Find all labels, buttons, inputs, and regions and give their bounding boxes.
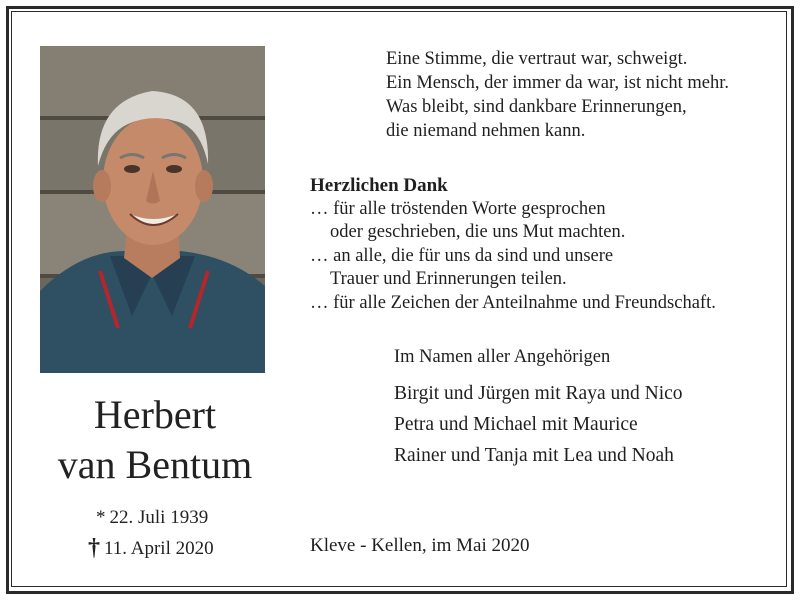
deceased-last-name: van Bentum	[57, 442, 253, 487]
thanks-heading: Herzlichen Dank	[310, 175, 448, 196]
birth-date	[96, 507, 208, 529]
thanks-line: oder geschrieben, die uns Mut machten.	[330, 222, 626, 242]
birth-star-icon: *	[96, 507, 106, 528]
poem-line: Ein Mensch, der immer da war, ist nicht mehr.	[386, 73, 729, 93]
place-date: Kleve - Kellen, im Mai 2020	[310, 535, 530, 556]
thanks-line: … für alle Zeichen der Anteilnahme und Freundschaft.	[310, 292, 716, 313]
death-date-text: 11. April 2020	[104, 538, 214, 559]
thanks-line: … für alle tröstenden Worte gesprochen	[310, 198, 606, 219]
poem-line: Was bleibt, sind dankbare Erinnerungen,	[386, 97, 687, 117]
birth-date-text: 22. Juli 1939	[109, 507, 209, 528]
family-members	[394, 378, 683, 471]
thanks-section	[310, 174, 716, 315]
death-date	[88, 535, 214, 562]
family-member: Petra und Michael mit Maurice	[394, 414, 638, 435]
cross-icon: †	[88, 535, 100, 561]
poem	[386, 47, 729, 143]
poem-line: Eine Stimme, die vertraut war, schweigt.	[386, 49, 688, 69]
thanks-line: … an alle, die für uns da sind und unsere	[310, 245, 614, 266]
family-intro: Im Namen aller Angehörigen	[394, 347, 611, 367]
deceased-first-name: Herbert	[93, 392, 217, 437]
family-member: Rainer und Tanja mit Lea und Noah	[394, 445, 674, 466]
family-member: Birgit und Jürgen mit Raya und Nico	[394, 383, 683, 404]
thanks-line: Trauer und Erinnerungen teilen.	[330, 269, 567, 289]
poem-line: die niemand nehmen kann.	[386, 121, 586, 141]
portrait-photo	[40, 46, 265, 373]
